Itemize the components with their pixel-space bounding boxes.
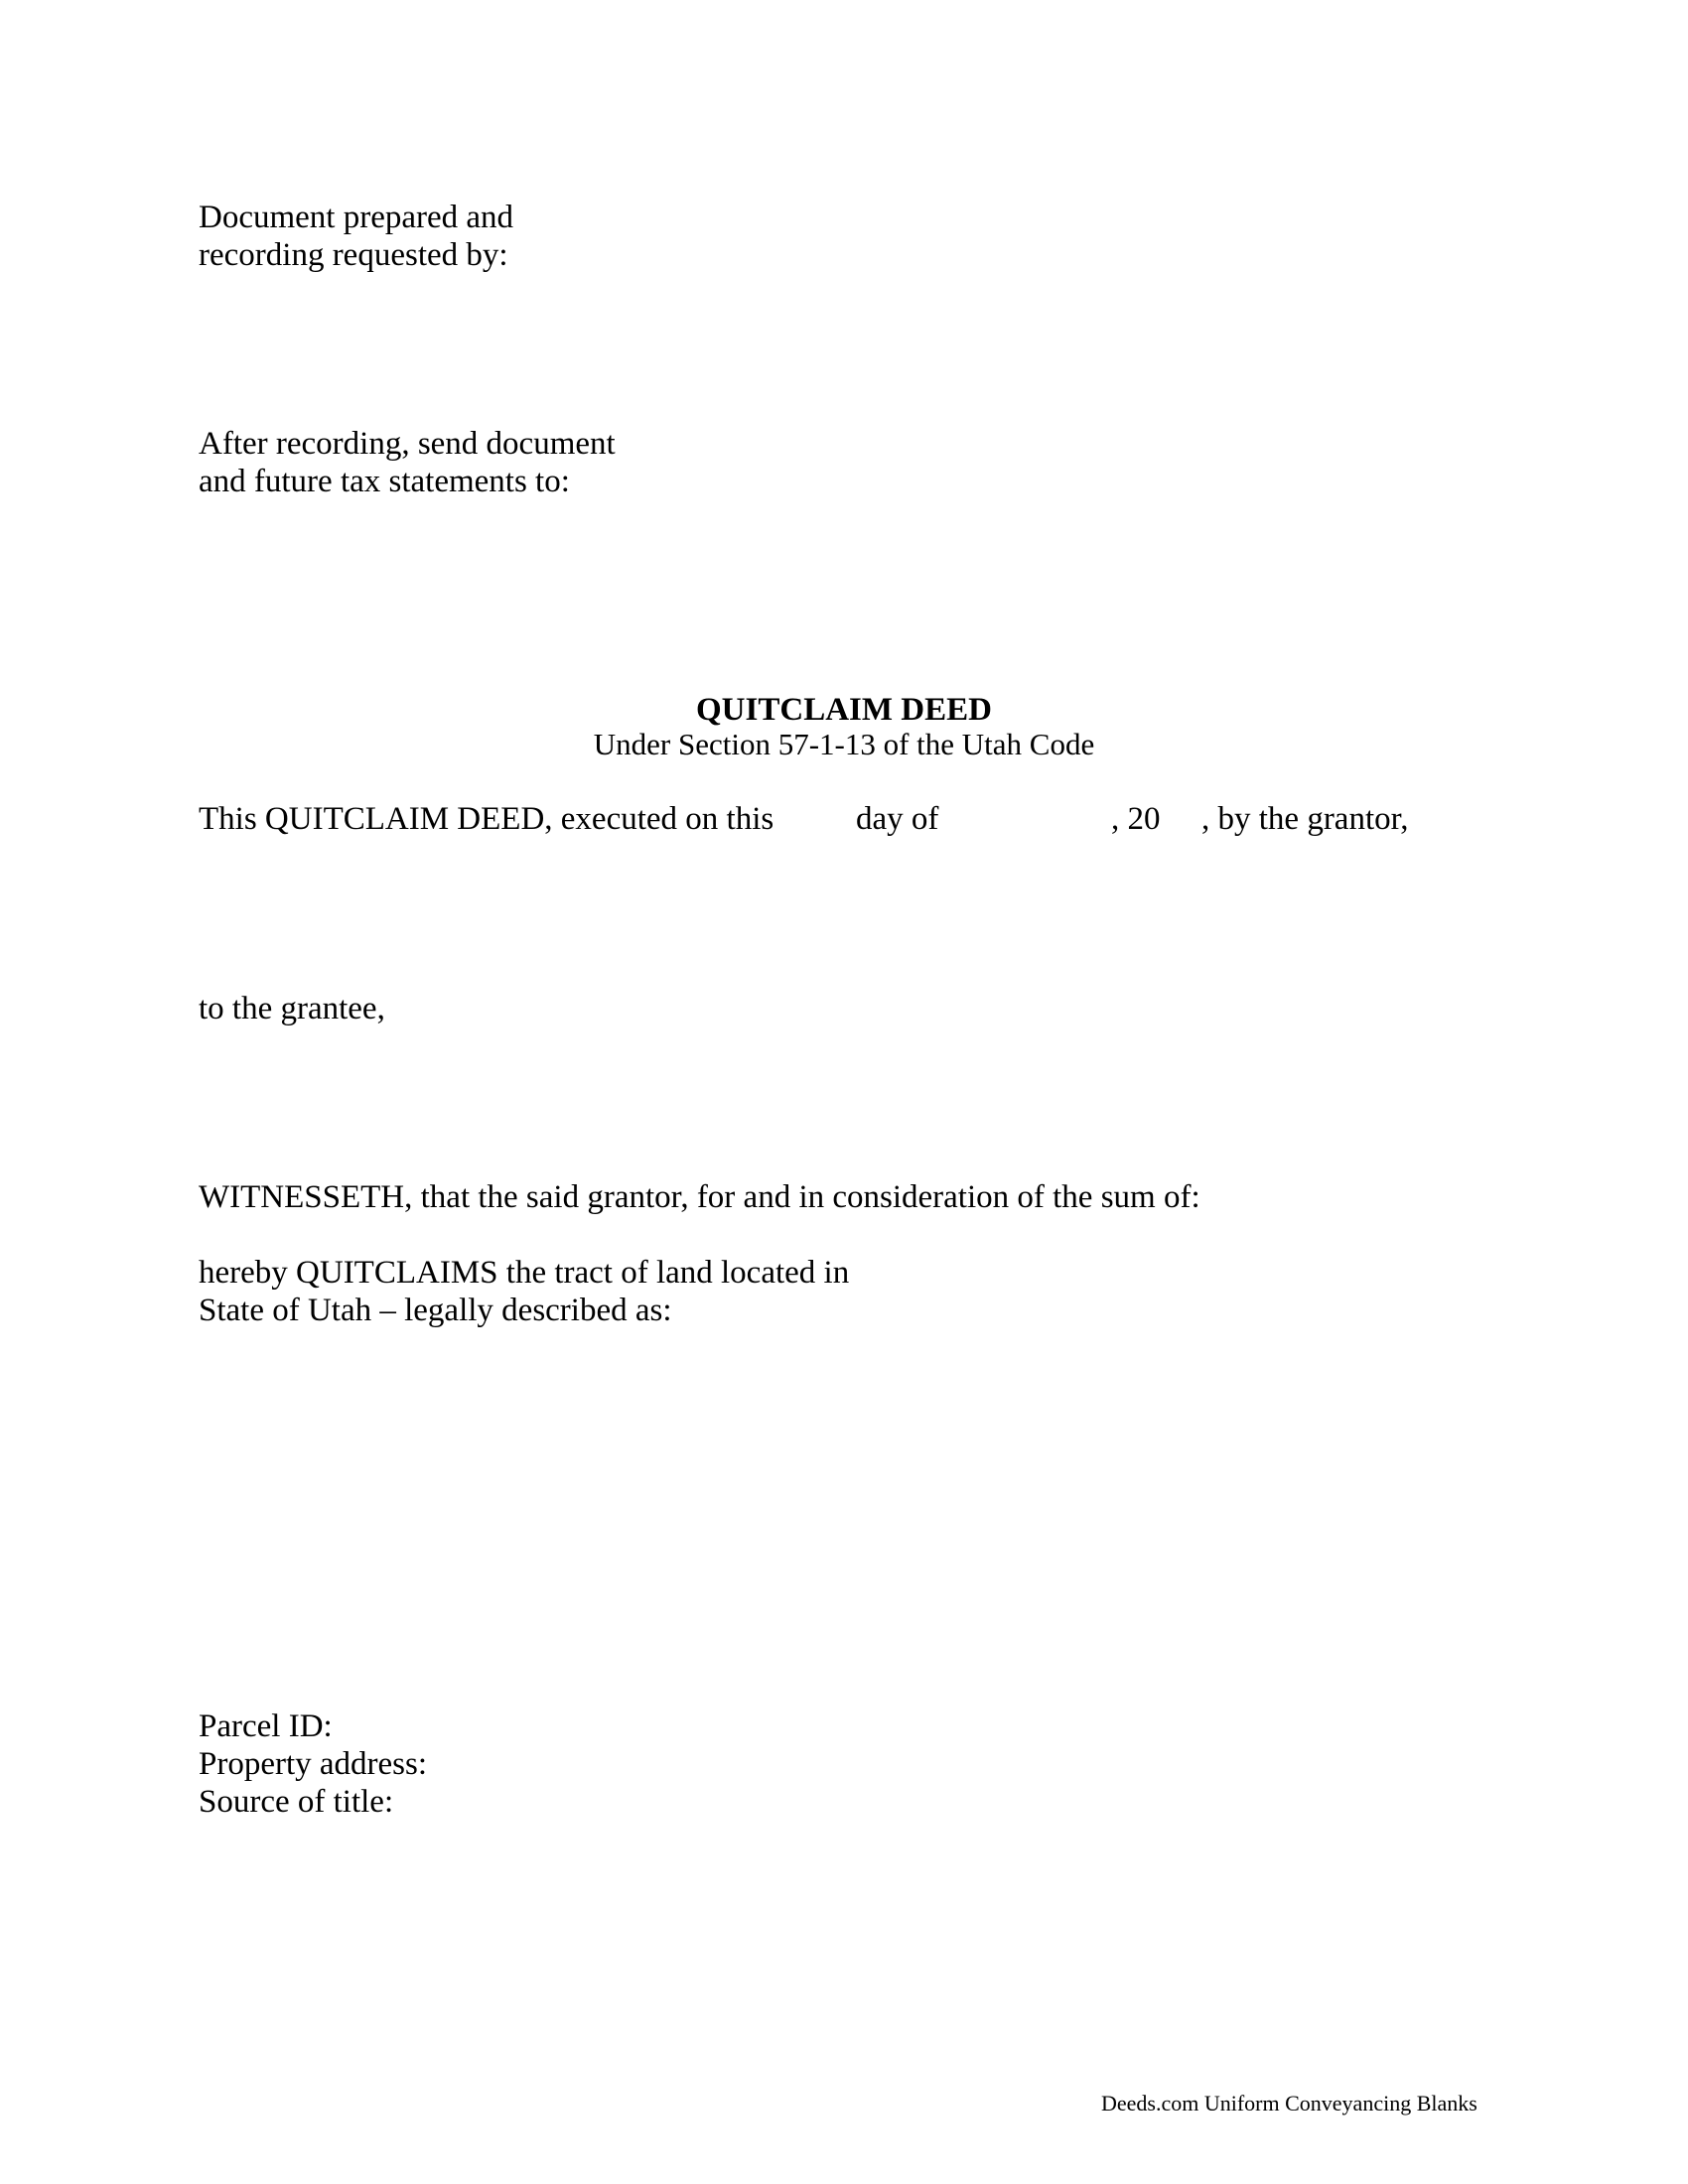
deed-subtitle: Under Section 57-1-13 of the Utah Code [593,727,1095,761]
execution-year-prefix: , 20 [1111,801,1161,837]
return-to-line1: After recording, send document [199,426,616,462]
grantee-label: to the grantee, [199,991,385,1026]
deed-title: QUITCLAIM DEED [696,692,992,728]
conveyance-line2: State of Utah – legally described as: [199,1293,672,1328]
source-of-title-label: Source of title: [199,1784,394,1820]
prepared-by-line2: recording requested by: [199,237,508,273]
prepared-by-line1: Document prepared and [199,200,514,235]
execution-by-grantor: , by the grantor, [1201,801,1409,837]
property-info-block [199,1707,427,1821]
return-to-line2: and future tax statements to: [199,464,570,499]
footer-text: Deeds.com Uniform Conveyancing Blanks [1101,2091,1477,2116]
conveyance-block [199,1254,849,1329]
conveyance-line1: hereby QUITCLAIMS the tract of land located in [199,1255,850,1291]
execution-lead: This QUITCLAIM DEED, executed on this [199,801,774,837]
prepared-by-block [199,199,513,274]
execution-day-of: day of [856,801,939,837]
parcel-id-label: Parcel ID: [199,1708,333,1744]
property-address-label: Property address: [199,1746,428,1782]
return-to-block [199,425,616,500]
consideration-text: WITNESSETH, that the said grantor, for and in consideration of the sum of: [199,1179,1200,1215]
